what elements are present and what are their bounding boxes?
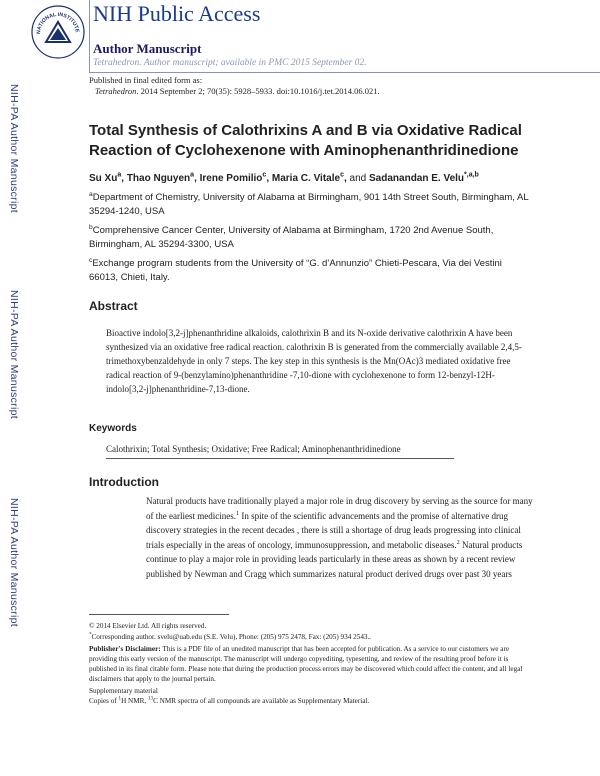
author-name: Irene Pomilio [199, 173, 263, 184]
introduction-text: Natural products have traditionally played a major role in drug discovery by serving as the source for many of the earliest medicines.$^1$ In spite of the scientific advancements and the promise of alternative drug discovery strategies in the recent decades , there is still a shortage of drug leads progressing into clinical trials especially in the areas of oncology, immunosuppression, and metabolic diseases.$^2$ Natural products continue to play a major role in providing leads particularly in these areas as shown by a recent review published by Newman and Cragg which summarizes natural product derived drugs over past 30 years [146, 496, 533, 579]
author-name: Su Xu [89, 173, 118, 184]
reference-link[interactable]: 2 [456, 538, 460, 546]
corresponding-author-note: *Corresponding author. svelu@uab.edu (S.E. Velu), Phone: (205) 975 2478, Fax: (205) 934 2543.. [89, 632, 372, 641]
supplementary-label: Supplementary material [89, 687, 158, 695]
header-citation: Tetrahedron. Author manuscript; available in PMC 2015 September 02. [93, 58, 367, 68]
author-name: Sadanandan E. Velu [369, 173, 465, 184]
publisher-disclaimer: Publisher's Disclaimer: This is a PDF file of an unedited manuscript that has been accepted for publication. As a service to our customers we are providing this early version of the manuscript. The manuscript will undergo copyediting, typesetting, and review of the resulting proof before it is published in its final citable form. Please note that during the production process errors may be discovered which could affect the content, and all legal disclaimers that apply to the journal pertain. [89, 645, 523, 683]
sidebar-label-1: NIH-PA Author Manuscript [8, 84, 20, 213]
sidebar-label-3: NIH-PA Author Manuscript [8, 498, 20, 627]
keywords-divider [106, 458, 454, 459]
author-name: Thao Nguyen [126, 173, 191, 184]
introduction-heading: Introduction [89, 475, 159, 489]
abstract-text: Bioactive indolo[3,2-j]phenanthridine alkaloids, calothrixin B and its N-oxide derivative calothrixin A have been synthesized via an oxidative free radical reaction. calothrixin B is generated from the commercially available 2,4,5-trimethoxybenzaldehyde in only 7 steps. The key step in this synthesis is the Mn(OAc)3 mediated oxidative free radical reaction of 9-(benzylamino)phenanthridine -7,10-dione with cyclohexenone to form 12-benzyl-12H-indolo[3,2-j]phenanthridine-7,13-dione. [106, 328, 522, 394]
page-title: NIH Public Access [93, 1, 261, 26]
supplementary-text: Copies of $^1$H NMR, $^{13}$C NMR spectra of all compounds are available as Supplementary Material. [89, 696, 370, 705]
published-in-label: Published in final edited form as: [89, 75, 203, 85]
header-divider-vertical [89, 0, 90, 73]
article-title: Total Synthesis of Calothrixins A and B via Oxidative Radical Reaction of Cyclohexenone with Aminophenanthridinedione [89, 122, 522, 159]
svg-text:NATIONAL INSTITUTES OF HEALTH [30, 4, 80, 34]
copyright-notice: © 2014 Elsevier Ltd. All rights reserved. [89, 622, 207, 630]
sidebar-label-2: NIH-PA Author Manuscript [8, 290, 20, 419]
affiliation-a: $^a$Department of Chemistry, University of Alabama at Birmingham, 901 14th Street South, Birmingham, AL 35294-1240, USA [89, 190, 529, 217]
header-divider [89, 72, 600, 73]
logo-text: NATIONAL INSTITUTE [35, 11, 80, 35]
keywords-heading: Keywords [89, 423, 137, 434]
nih-seal-logo [30, 4, 86, 60]
footnote-divider [89, 614, 229, 615]
author-list: Su Xu$^a$, Thao Nguyen$^a$, Irene Pomilio$^c$, Maria C. Vitale$^c$, and Sadanandan E. Velu$^{*,a,b}$ [89, 171, 479, 184]
affiliation-c: $^c$Exchange program students from the University of “G. d’Annunzio” Chieti-Pescara, Via dei Vestini 66013, Chieti, Italy. [89, 256, 502, 283]
page-subtitle: Author Manuscript [93, 41, 202, 56]
author-name: Maria C. Vitale [271, 173, 341, 184]
affiliation-b: $^b$Comprehensive Cancer Center, University of Alabama at Birmingham, 1720 2nd Avenue South, Birmingham, AL 35294-3300, USA [89, 223, 494, 250]
published-citation: Tetrahedron. 2014 September 2; 70(35): 5928–5933. doi:10.1016/j.tet.2014.06.021. [95, 86, 380, 96]
reference-link[interactable]: 1 [235, 509, 240, 517]
abstract-heading: Abstract [89, 299, 138, 313]
keywords-text: Calothrixin; Total Synthesis; Oxidative; Free Radical; Aminophenanthridinedione [106, 444, 401, 454]
